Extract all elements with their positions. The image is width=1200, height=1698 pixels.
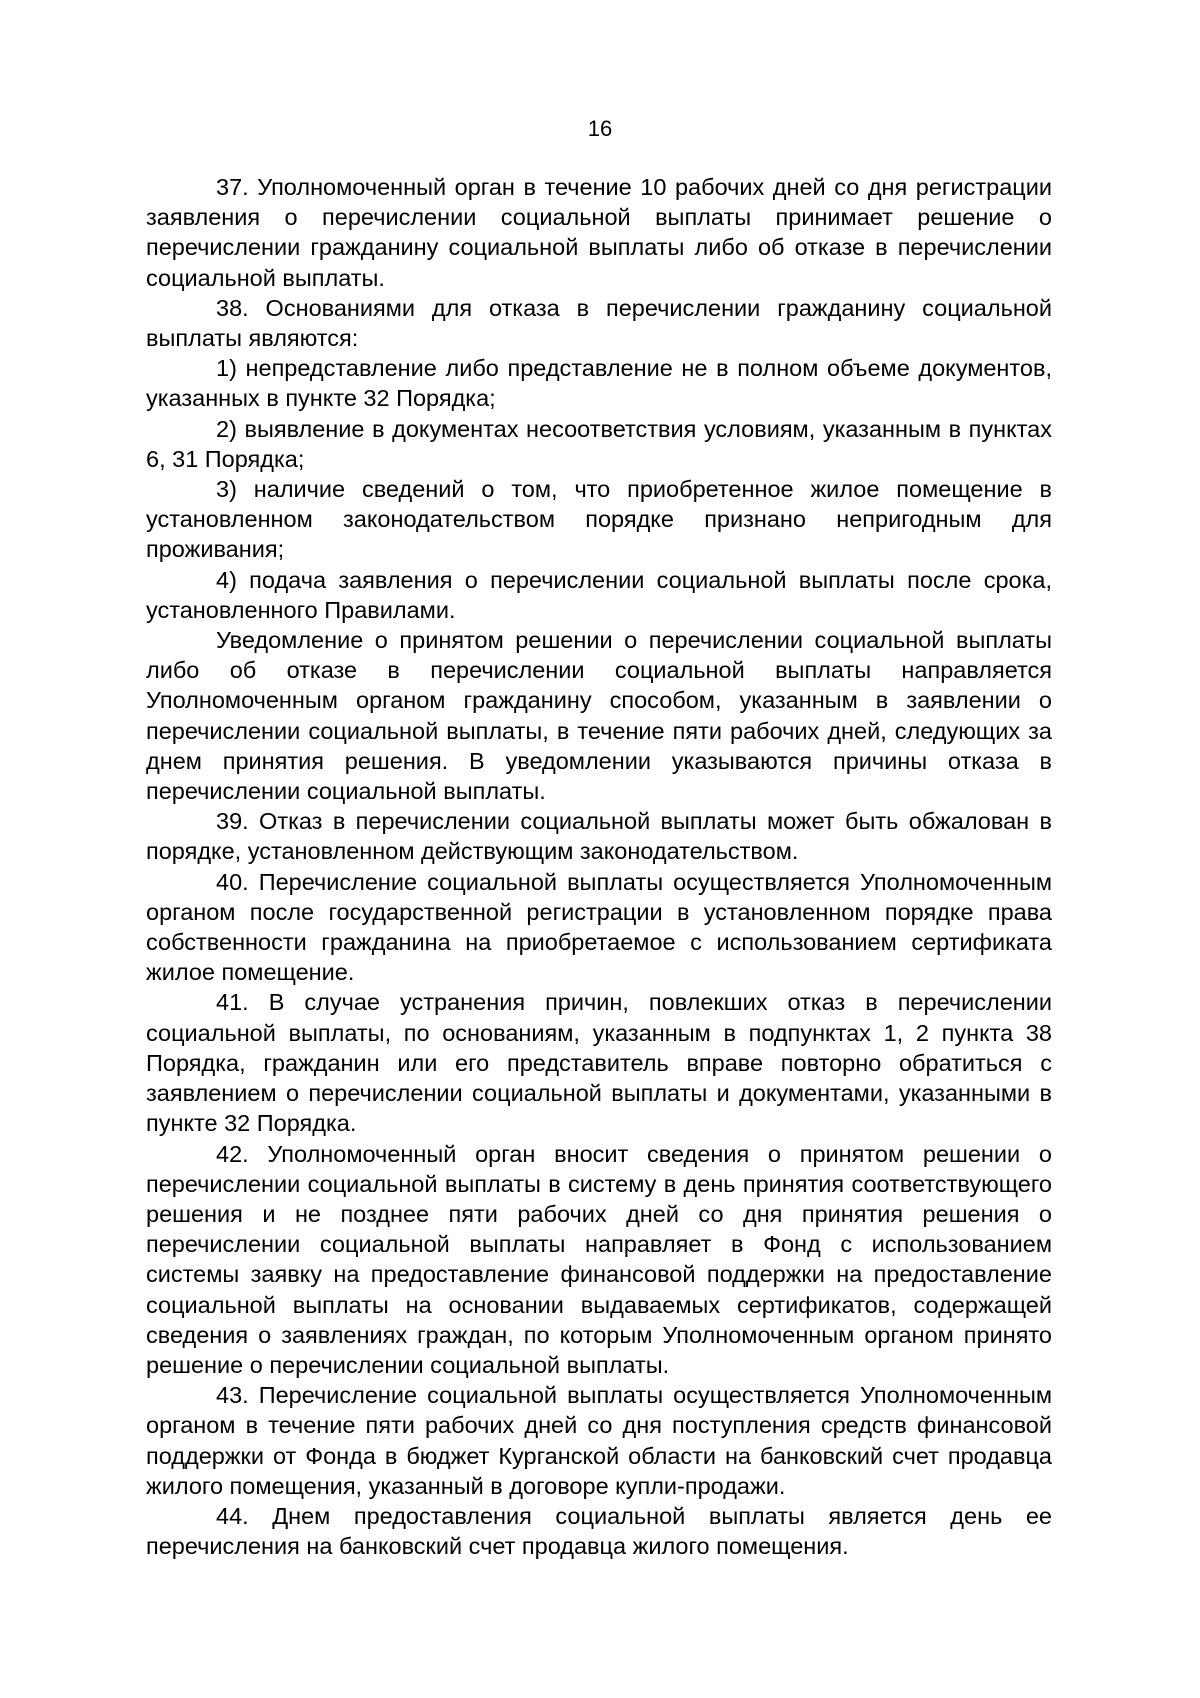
paragraph-39: 39. Отказ в перечислении социальной выплаты может быть обжалован в порядке, установленном действующим законодательством.: [146, 808, 1052, 865]
paragraph-38: 38. Основаниями для отказа в перечислении гражданину социальной выплаты являются:: [146, 294, 1052, 352]
paragraph-42: 42. Уполномоченный орган вносит сведения о принятом решении о перечислении социальной выплаты в систему в день принятия соответствующего решения и не позднее пяти рабочих дней со дня принятия решения о перечислении социальной выплаты направляет в Фонд с использованием системы заявку на предоставление финансовой поддержки на предоставление социальной выплаты на основании выдаваемых сертификатов, содержащей сведения о заявлениях граждан, по которым Уполномоченным органом принято решение о перечислении социальной выплаты.: [146, 1140, 1052, 1378]
paragraph-44: 44. Днем предоставления социальной выплаты является день ее перечисления на банковский счет продавца жилого помещения.: [146, 1502, 1052, 1560]
paragraph-43: 43. Перечисление социальной выплаты осуществляется Уполномоченным органом в течение пяти рабочих дней со дня поступления средств финансовой поддержки от Фонда в бюджет Курганской области на банковский счет продавца жилого помещения, указанный в договоре купли-продажи.: [146, 1382, 1052, 1499]
paragraph-37: 37. Уполномоченный орган в течение 10 рабочих дней со дня регистрации заявления о перечислении социальной выплаты принимает решение о перечислении гражданину социальной выплаты либо об отказе в перечислении социальной выплаты.: [146, 174, 1052, 291]
paragraph-notification: Уведомление о принятом решении о перечислении социальной выплаты либо об отказе в перечислении социальной выплаты направляется Уполномоченным органом гражданину способом, указанным в заявлении о перечислении социальной выплаты, в течение пяти рабочих дней, следующих за днем принятия решения. В уведомлении указываются причины отказа в перечислении социальной выплаты.: [146, 627, 1052, 805]
page-number: 16: [587, 116, 613, 141]
paragraph-40: 40. Перечисление социальной выплаты осуществляется Уполномоченным органом после государственной регистрации в установленном порядке права собственности гражданина на приобретаемое с использованием сертификата жилое помещение.: [146, 868, 1052, 986]
paragraph-38-item-2: 2) выявление в документах несоответствия условиям, указанным в пунктах 6, 31 Порядка;: [146, 415, 1052, 472]
paragraph-41: 41. В случае устранения причин, повлекших отказ в перечислении социальной выплаты, по основаниям, указанным в подпунктах 1, 2 пункта 38 Порядка, гражданин или его представитель вправе повторно обратиться с заявлением о перечислении социальной выплаты и документами, указанными в пункте 32 Порядка.: [146, 989, 1052, 1137]
paragraph-38-item-4: 4) подача заявления о перечислении социальной выплаты после срока, установленного Правилами.: [146, 566, 1052, 623]
document-body: [146, 172, 1052, 1561]
paragraph-38-item-3: 3) наличие сведений о том, что приобретенное жилое помещение в установленном законодательством порядке признано непригодным для проживания;: [146, 476, 1052, 563]
paragraph-38-item-1: 1) непредставление либо представление не в полном объеме документов, указанных в пункте 32 Порядка;: [146, 355, 1052, 412]
